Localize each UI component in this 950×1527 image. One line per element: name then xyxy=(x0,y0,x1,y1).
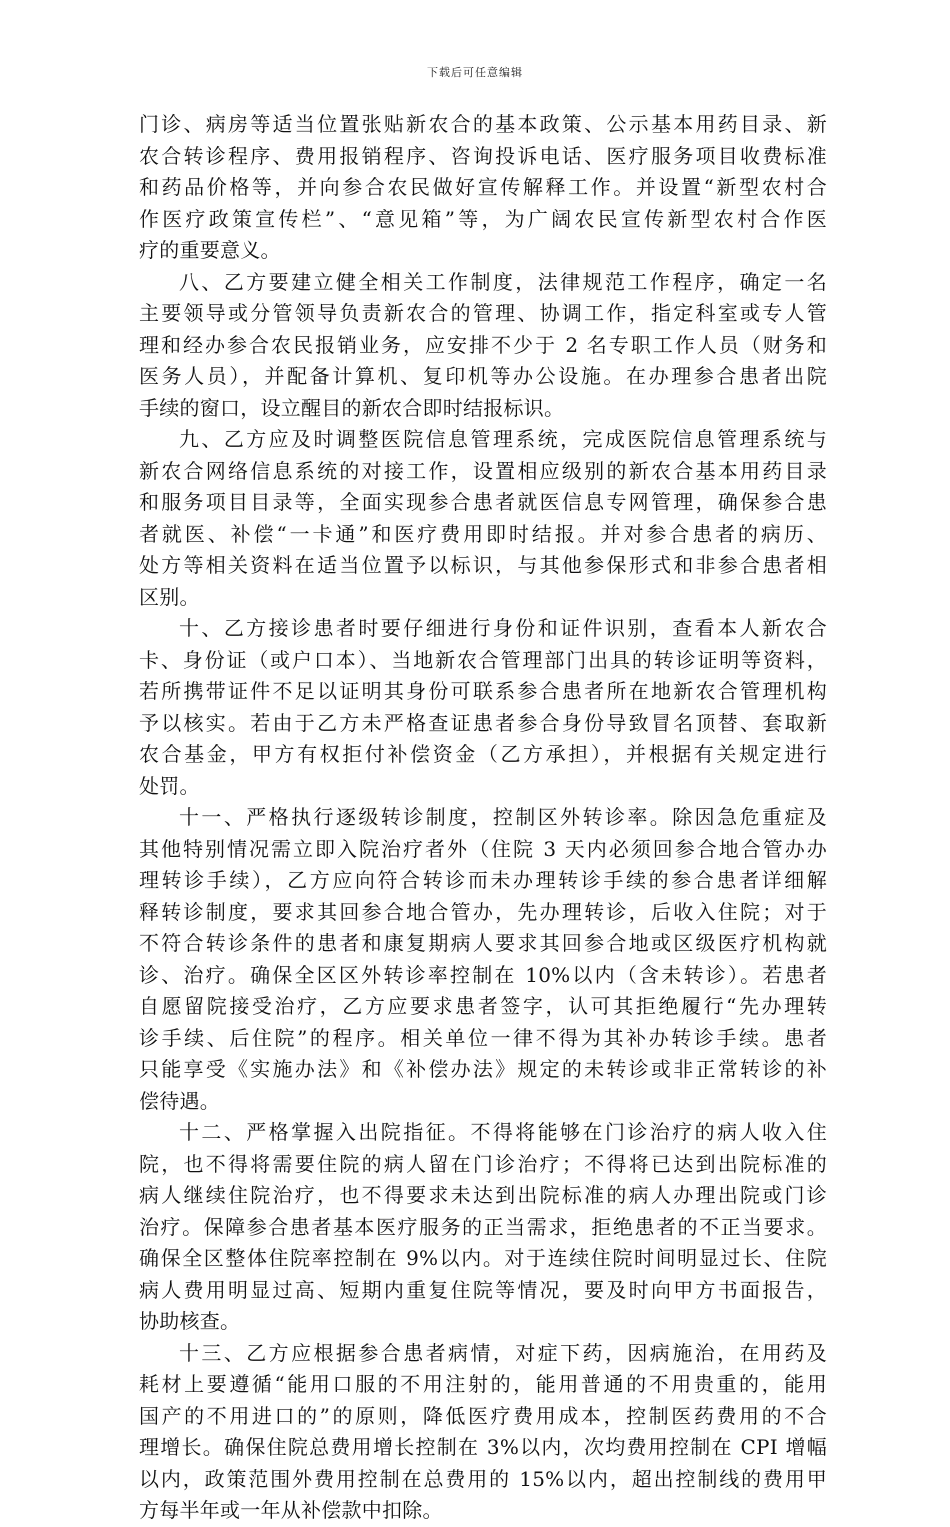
text-line: 处罚。 xyxy=(139,773,200,798)
page-header-note: 下载后可任意编辑 xyxy=(427,66,523,79)
text-line: 和药品价格等，并向参合农民做好宣传解释工作。并设置“新型农村合 xyxy=(139,175,827,199)
text-line: 偿待遇。 xyxy=(139,1088,220,1113)
text-line: 九、乙方应及时调整医院信息管理系统，完成医院信息管理系统与 xyxy=(179,427,827,451)
text-line: 确保全区整体住院率控制在 9%以内。对于连续住院时间明显过长、住院 xyxy=(139,1246,827,1270)
text-line: 和服务项目目录等，全面实现参合患者就医信息专网管理，确保参合患 xyxy=(139,490,827,514)
text-line: 不符合转诊条件的患者和康复期病人要求其回参合地或区级医疗机构就 xyxy=(139,931,827,955)
text-line: 治疗。保障参合患者基本医疗服务的正当需求，拒绝患者的不正当要求。 xyxy=(139,1214,827,1239)
text-line: 十、乙方接诊患者时要仔细进行身份和证件识别，查看本人新农合 xyxy=(179,616,827,640)
text-line: 疗的重要意义。 xyxy=(139,238,281,262)
text-line: 院，也不得将需要住院的病人留在门诊治疗；不得将已达到出院标准的 xyxy=(139,1151,827,1176)
text-line: 门诊、病房等适当位置张贴新农合的基本政策、公示基本用药目录、新 xyxy=(139,112,827,136)
text-line: 病人费用明显过高、短期内重复住院等情况，要及时向甲方书面报告， xyxy=(139,1277,827,1302)
text-line: 新农合网络信息系统的对接工作，设置相应级别的新农合基本用药目录 xyxy=(139,458,827,483)
text-line: 手续的窗口，设立醒目的新农合即时结报标识。 xyxy=(139,395,565,420)
text-line: 理和经办参合农民报销业务，应安排不少于 2 名专职工作人员（财务和 xyxy=(139,332,827,357)
text-line: 释转诊制度，要求其回参合地合管办，先办理转诊，后收入住院；对于 xyxy=(139,899,827,924)
text-line: 十二、严格掌握入出院指征。不得将能够在门诊治疗的病人收入住 xyxy=(179,1120,827,1144)
text-line: 卡、身份证（或户口本）、当地新农合管理部门出具的转诊证明等资料， xyxy=(139,647,827,672)
text-line: 八、乙方要建立健全相关工作制度，法律规范工作程序，确定一名 xyxy=(179,269,827,294)
text-line: 理增长。确保住院总费用增长控制在 3%以内，次均费用控制在 CPI 增幅 xyxy=(139,1435,827,1459)
text-line: 国产的不用进口的”的原则，降低医疗费用成本，控制医药费用的不合 xyxy=(139,1403,827,1428)
document-body xyxy=(139,109,827,1527)
text-line: 只能享受《实施办法》和《补偿办法》规定的未转诊或非正常转诊的补 xyxy=(139,1057,827,1081)
text-line: 作医疗政策宣传栏”、“意见箱”等，为广阔农民宣传新型农村合作医 xyxy=(139,206,827,231)
text-line: 其他特别情况需立即入院治疗者外（住院 3 天内必须回参合地合管办办 xyxy=(139,836,827,861)
text-line: 农合转诊程序、费用报销程序、咨询投诉电话、医疗服务项目收费标准 xyxy=(139,143,827,168)
text-line: 理转诊手续），乙方应向符合转诊而未办理转诊手续的参合患者详细解 xyxy=(139,868,827,892)
text-line: 农合基金，甲方有权拒付补偿资金（乙方承担），并根据有关规定进行 xyxy=(139,742,827,766)
text-line: 诊、治疗。确保全区区外转诊率控制在 10%以内（含未转诊）。若患者 xyxy=(139,962,827,987)
text-line: 区别。 xyxy=(139,584,200,609)
text-line: 若所携带证件不足以证明其身份可联系参合患者所在地新农合管理机构 xyxy=(139,679,827,703)
paragraph xyxy=(139,109,827,267)
paragraph xyxy=(139,613,827,802)
paragraph xyxy=(139,267,827,425)
text-line: 十一、严格执行逐级转诊制度，控制区外转诊率。除因急危重症及 xyxy=(179,805,827,829)
paragraph xyxy=(139,802,827,1117)
paragraph xyxy=(139,424,827,613)
text-line: 予以核实。若由于乙方未严格查证患者参合身份导致冒名顶替、套取新 xyxy=(139,710,827,735)
text-line: 病人继续住院治疗，也不得要求未达到出院标准的病人办理出院或门诊 xyxy=(139,1183,827,1207)
text-line: 方每半年或一年从补偿款中扣除。 xyxy=(139,1498,443,1522)
text-line: 者就医、补偿“一卡通”和医疗费用即时结报。并对参合患者的病历、 xyxy=(139,521,827,546)
paragraph xyxy=(139,1117,827,1338)
text-line: 主要领导或分管领导负责新农合的管理、协调工作，指定科室或专人管 xyxy=(139,301,827,325)
text-line: 耗材上要遵循“能用口服的不用注射的，能用普通的不用贵重的，能用 xyxy=(139,1372,827,1396)
text-line: 医务人员），并配备计算机、复印机等办公设施。在办理参合患者出院 xyxy=(139,364,827,388)
text-line: 诊手续、后住院”的程序。相关单位一律不得为其补办转诊手续。患者 xyxy=(139,1025,827,1050)
paragraph xyxy=(139,1338,827,1527)
text-line: 处方等相关资料在适当位置予以标识，与其他参保形式和非参合患者相 xyxy=(139,553,827,577)
text-line: 十三、乙方应根据参合患者病情，对症下药，因病施治，在用药及 xyxy=(179,1340,827,1365)
text-line: 自愿留院接受治疗，乙方应要求患者签字，认可其拒绝履行“先办理转 xyxy=(139,994,827,1018)
text-line: 以内，政策范围外费用控制在总费用的 15%以内，超出控制线的费用甲 xyxy=(139,1466,827,1491)
text-line: 协助核查。 xyxy=(139,1309,241,1333)
